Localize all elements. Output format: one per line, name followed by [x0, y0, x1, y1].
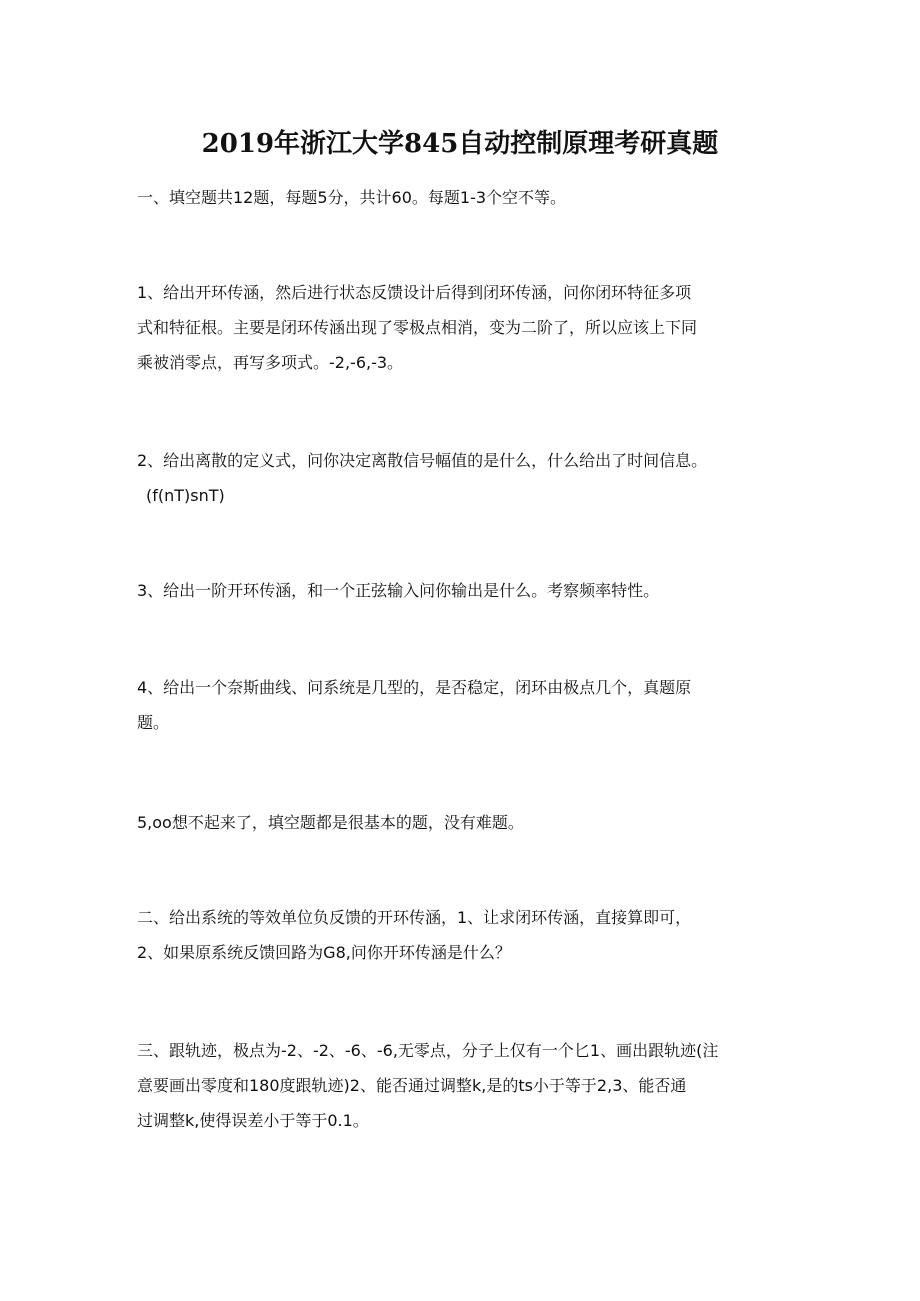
- question-2-line-2: (f(nT)snT): [146, 486, 225, 505]
- question-3: [137, 573, 787, 608]
- question-3-line-1: 3、给出一阶开环传涵，和一个正弦输入问你输出是什么。考察频率特性。: [137, 581, 660, 600]
- question-4-line-2: 题。: [137, 713, 170, 732]
- section-3-line-2: 意要画出零度和180度跟轨迹)2、能否通过调整k,是的ts小于等于2,3、能否通: [137, 1076, 687, 1095]
- question-5-line-1: 5,oo想不起来了，填空题都是很基本的题，没有难题。: [137, 813, 524, 832]
- question-1-line-1: 1、给出开环传涵，然后进行状态反馈设计后得到闭环传涵，问你闭环特征多项: [137, 283, 692, 302]
- question-1-line-2: 式和特征根。主要是闭环传涵出现了零极点相消，变为二阶了，所以应该上下同: [137, 318, 698, 337]
- question-1-line-3: 乘被消零点，再写多项式。-2,-6,-3。: [137, 353, 404, 372]
- section-2-line-1: 二、给出系统的等效单位负反馈的开环传涵，1、让求闭环传涵，直接算即可，: [137, 908, 692, 927]
- question-5: [137, 805, 787, 840]
- section1-header: [137, 180, 787, 215]
- section-3: [137, 1033, 787, 1138]
- question-4: [137, 670, 787, 740]
- question-2-line-1: 2、给出离散的定义式，问你决定离散信号幅值的是什么，什么给出了时间信息。: [137, 451, 708, 470]
- section1-header-line: 一、填空题共12题，每题5分，共计60。每题1-3个空不等。: [137, 188, 567, 207]
- section-3-line-3: 过调整k,使得误差小于等于0.1。: [137, 1111, 369, 1130]
- section-2-line-2: 2、如果原系统反馈回路为G8,问你开环传涵是什么？: [137, 943, 511, 962]
- question-4-line-1: 4、给出一个奈斯曲线、问系统是几型的，是否稳定，闭环由极点几个，真题原: [137, 678, 692, 697]
- section-2: [137, 900, 787, 970]
- document-title: 2019年浙江大学845自动控制原理考研真题: [201, 129, 719, 159]
- question-2: [137, 443, 787, 513]
- question-1: [137, 275, 787, 380]
- section-3-line-1: 三、跟轨迹，极点为-2、-2、-6、-6,无零点，分子上仅有一个匕1、画出跟轨迹(注: [137, 1041, 719, 1060]
